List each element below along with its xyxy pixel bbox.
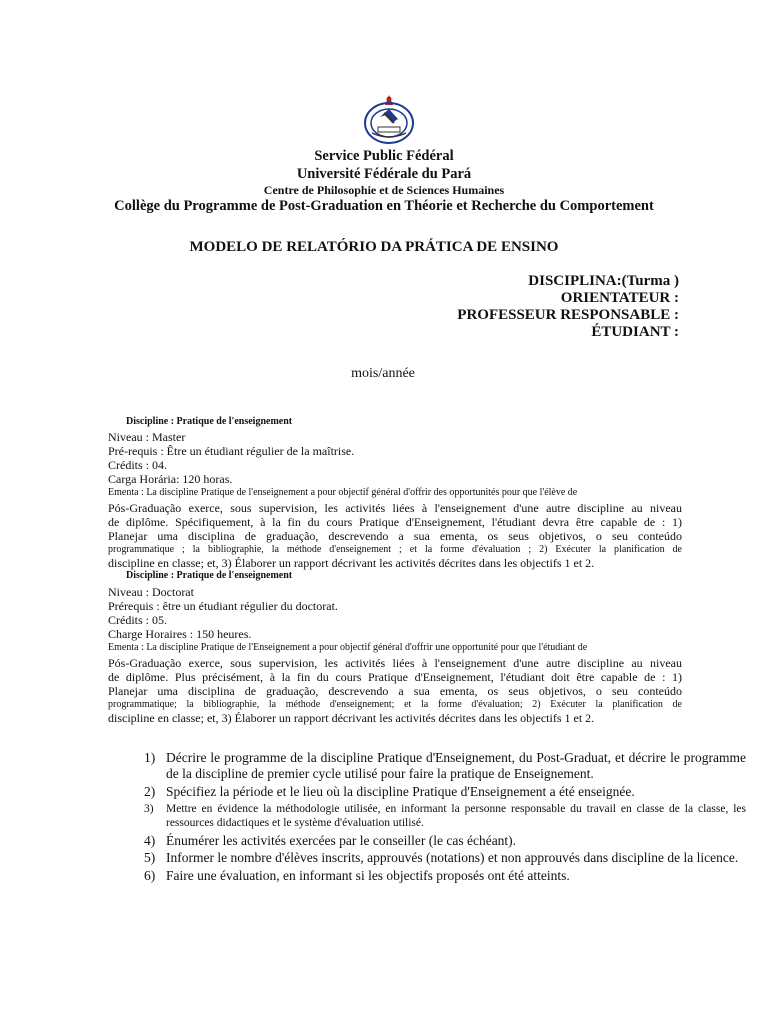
field-professeur: PROFESSEUR RESPONSABLE : bbox=[457, 307, 679, 323]
master-ementa-line-5: programmatique ; la bibliographie, la méthode d'enseignement ; et la forme d'évaluation ; 2) Exécuter la planification de bbox=[108, 544, 682, 555]
master-ementa-line-2: Pós-Graduação exerce, sous supervision, les activités liées à l'enseignement d'une autre discipline au niveau bbox=[108, 501, 682, 515]
instruction-item bbox=[144, 868, 746, 884]
master-ementa-line-6: discipline en classe; et, 3) Élaborer un rapport décrivant les activités décrites dans les objectifs 1 et 2. bbox=[108, 556, 595, 570]
university-seal-logo bbox=[362, 93, 416, 147]
instruction-text: Décrire le programme de la discipline Pratique d'Enseignement, du Post-Graduat, et décrire le programme de la discipline de premier cycle utilisé pour faire la pratique de Enseignement. bbox=[166, 750, 746, 781]
master-carga: Carga Horária: 120 horas. bbox=[108, 472, 233, 486]
instruction-text: Énumérer les activités exercées par le conseiller (le cas échéant). bbox=[166, 833, 517, 848]
instruction-item bbox=[144, 784, 746, 800]
doctorat-ementa-line-2: Pós-Graduação exerce, sous supervision, les activités liées à l'enseignement d'une autre discipline au niveau bbox=[108, 656, 682, 670]
master-credits: Crédits : 04. bbox=[108, 458, 167, 472]
doctorat-ementa-line-3: de diplôme. Plus précisément, à la fin du cours Pratique d'Enseignement, l'étudiant doit être capable de : 1) bbox=[108, 670, 682, 684]
master-ementa-line-4: Planejar uma disciplina de graduação, descrevendo a sua ementa, os seus objetivos, o seu conteúdo bbox=[108, 529, 682, 543]
university-name: Université Fédérale du Pará bbox=[296, 166, 472, 182]
master-prerequis: Pré-requis : Être un étudiant régulier de la maîtrise. bbox=[108, 444, 355, 458]
document-title: MODELO DE RELATÓRIO DA PRÁTICA DE ENSINO bbox=[189, 239, 559, 255]
instruction-text: Mettre en évidence la méthodologie utilisée, en informant la personne responsable du travail en classe de la classe, les ressources didactiques et le système d'évaluation utilisé. bbox=[166, 803, 746, 829]
master-ementa-line-3: de diplôme. Spécifiquement, à la fin du cours Pratique d'Enseignement, l'étudiant devra être capable de : 1) bbox=[108, 515, 682, 529]
field-disciplina: DISCIPLINA:(Turma ) bbox=[528, 273, 679, 289]
instruction-item bbox=[144, 750, 746, 782]
instruction-number: 6) bbox=[144, 868, 156, 883]
doctorat-ementa-line-5: programmatique; la bibliographie, la méthode d'enseignement; et la forme d'évaluation; 2) Exécuter la planification de bbox=[108, 699, 682, 710]
instruction-text: Informer le nombre d'élèves inscrits, approuvés (notations) et non approuvés dans discipline de la licence. bbox=[166, 850, 739, 865]
college-name: Collège du Programme de Post-Graduation en Théorie et Recherche du Comportement bbox=[114, 198, 654, 214]
master-niveau: Niveau : Master bbox=[108, 430, 186, 444]
doctorat-ementa-line-6: discipline en classe; et, 3) Élaborer un rapport décrivant les activités décrites dans les objectifs 1 et 2. bbox=[108, 711, 595, 725]
doctorat-ementa-line-4: Planejar uma disciplina de graduação, descrevendo a sua ementa, os seus objetivos, o seu conteúdo bbox=[108, 684, 682, 698]
instruction-item bbox=[144, 802, 746, 830]
instruction-item bbox=[144, 850, 746, 866]
field-orientateur: ORIENTATEUR : bbox=[560, 290, 679, 306]
instruction-text: Faire une évaluation, en informant si les objectifs proposés ont été atteints. bbox=[166, 868, 570, 883]
master-ementa-line-1: Ementa : La discipline Pratique de l'enseignement a pour objectif général d'offrir des opportunités pour que l'élève de bbox=[108, 487, 578, 498]
doctorat-ementa-line-1: Ementa : La discipline Pratique de l'Enseignement a pour objectif général d'offrir une opportunité pour que l'étudiant de bbox=[108, 642, 588, 653]
instruction-number: 2) bbox=[144, 784, 156, 799]
instruction-number: 4) bbox=[144, 833, 156, 848]
doctorat-niveau: Niveau : Doctorat bbox=[108, 585, 194, 599]
doctorat-credits: Crédits : 05. bbox=[108, 613, 167, 627]
master-heading: Discipline : Pratique de l'enseignement bbox=[126, 416, 293, 427]
instructions-list bbox=[144, 750, 746, 884]
instruction-number: 1) bbox=[144, 750, 156, 765]
service-title: Service Public Fédéral bbox=[314, 148, 454, 164]
centre-name: Centre de Philosophie et de Sciences Humaines bbox=[263, 183, 505, 197]
instruction-text: Spécifiez la période et le lieu où la discipline Pratique d'Enseignement a été enseignée. bbox=[166, 784, 635, 799]
field-etudiant: ÉTUDIANT : bbox=[591, 324, 679, 340]
instruction-item bbox=[144, 833, 746, 849]
doctorat-prerequis: Prérequis : être un étudiant régulier du doctorat. bbox=[108, 599, 338, 613]
instruction-number: 3) bbox=[144, 803, 154, 815]
date-label: mois/année bbox=[351, 366, 415, 381]
doctorat-charge: Charge Horaires : 150 heures. bbox=[108, 627, 252, 641]
doctorat-heading: Discipline : Pratique de l'enseignement bbox=[126, 570, 293, 581]
instruction-number: 5) bbox=[144, 850, 156, 865]
